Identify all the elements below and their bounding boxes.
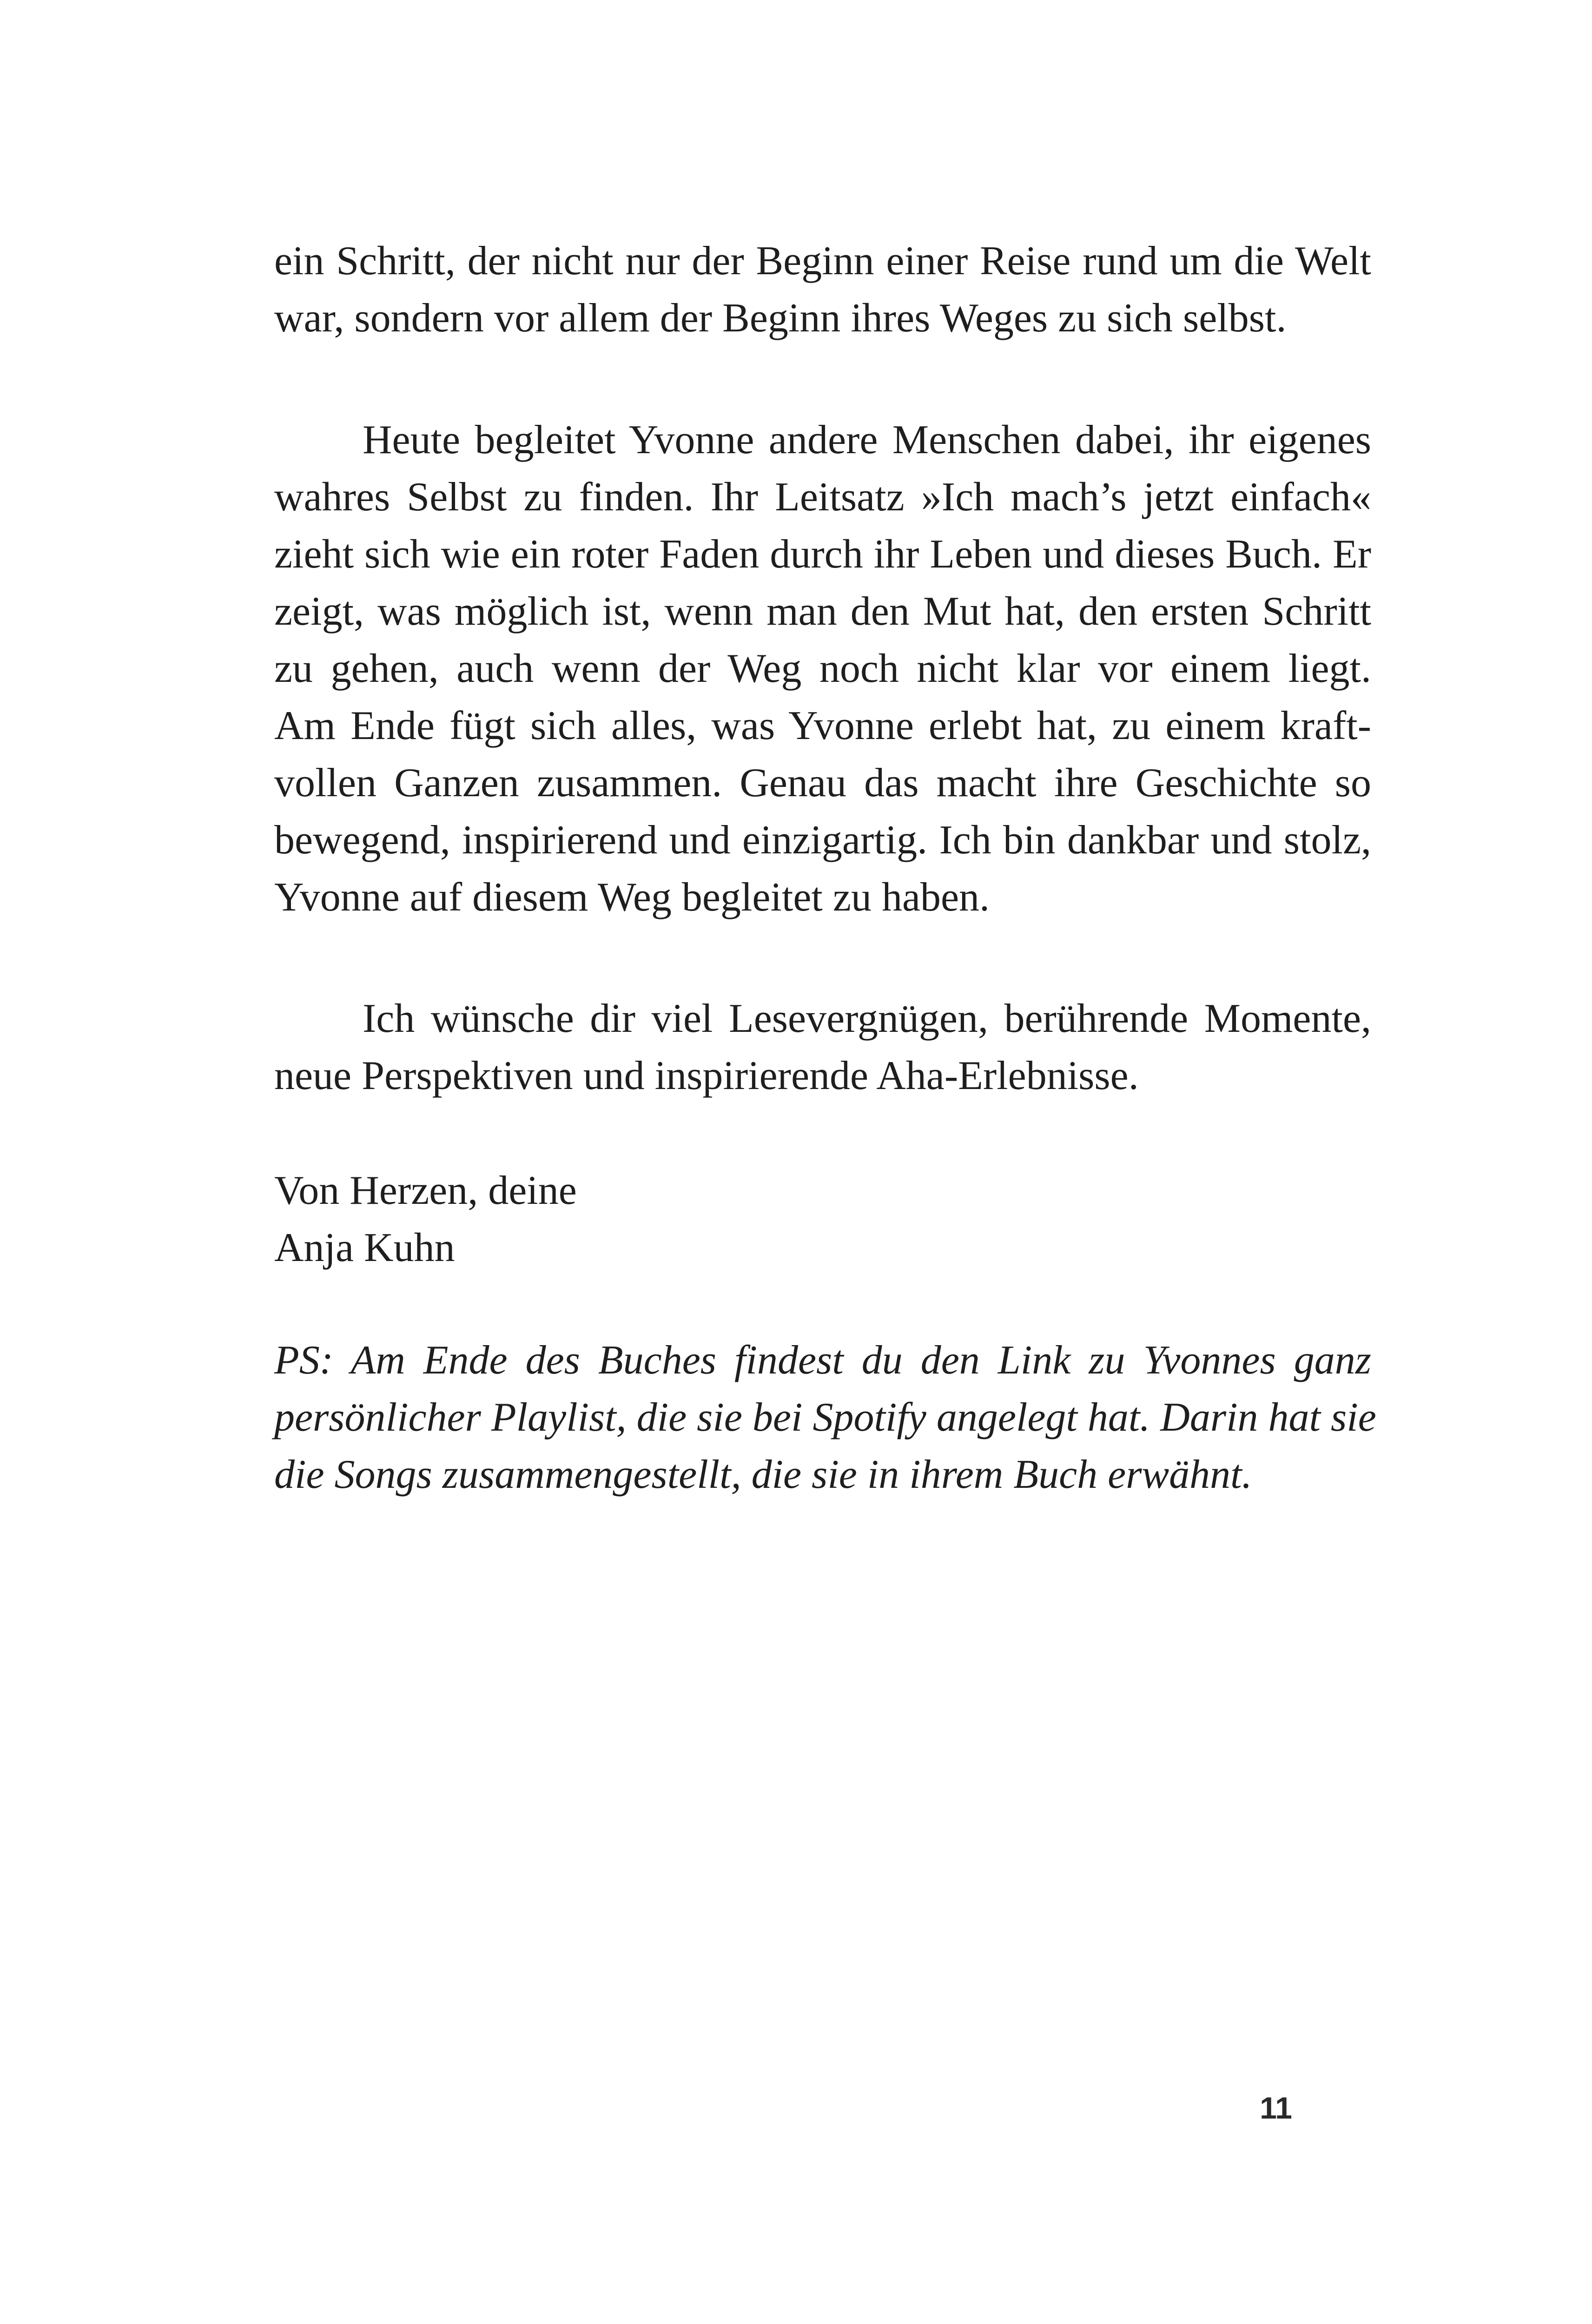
text-line: Heute begleitet Yvonne andere Menschen dabei, ihr eigenes	[363, 417, 1371, 462]
signature-block	[274, 1162, 1371, 1276]
text-line: persönlicher Playlist, die sie bei Spotify angelegt hat. Darin hat sie	[274, 1395, 1376, 1440]
author-name: Anja Kuhn	[274, 1225, 455, 1270]
paragraph-intro-continuation	[274, 232, 1371, 347]
text-line: zu gehen, auch wenn der Weg noch nicht klar vor einem liegt.	[274, 646, 1371, 691]
text-line: Ich wünsche dir viel Lesevergnügen, berührende Momente,	[363, 996, 1371, 1041]
text-line: PS: Am Ende des Buches findest du den Link zu Yvonnes ganz	[274, 1338, 1371, 1383]
text-line: zeigt, was möglich ist, wenn man den Mut hat, den ersten Schritt	[274, 589, 1371, 634]
postscript	[274, 1332, 1376, 1503]
page-number: 11	[1260, 2091, 1292, 2125]
text-line: die Songs zusammengestellt, die sie in ihrem Buch erwähnt.	[274, 1452, 1252, 1497]
text-line: bewegend, inspirierend und einzigartig. Ich bin dankbar und stolz,	[274, 818, 1371, 863]
text-line: neue Perspektiven und inspirierende Aha-Erlebnisse.	[274, 1053, 1139, 1098]
text-line: wahres Selbst zu finden. Ihr Leitsatz »Ich mach’s jetzt einfach«	[274, 475, 1371, 520]
text-line: Yvonne auf diesem Weg begleitet zu haben.	[274, 875, 990, 920]
text-line: Am Ende fügt sich alles, was Yvonne erlebt hat, zu einem kraft-	[274, 703, 1371, 748]
paragraph-main	[274, 411, 1371, 926]
text-line: zieht sich wie ein roter Faden durch ihr Leben und dieses Buch. Er	[274, 532, 1371, 577]
closing-line: Von Herzen, deine	[274, 1168, 577, 1213]
text-line: war, sondern vor allem der Beginn ihres Weges zu sich selbst.	[274, 296, 1287, 341]
text-line: ein Schritt, der nicht nur der Beginn einer Reise rund um die Welt	[274, 238, 1371, 284]
text-line: vollen Ganzen zusammen. Genau das macht ihre Geschichte so	[274, 760, 1371, 805]
paragraph-wishes	[274, 990, 1371, 1104]
